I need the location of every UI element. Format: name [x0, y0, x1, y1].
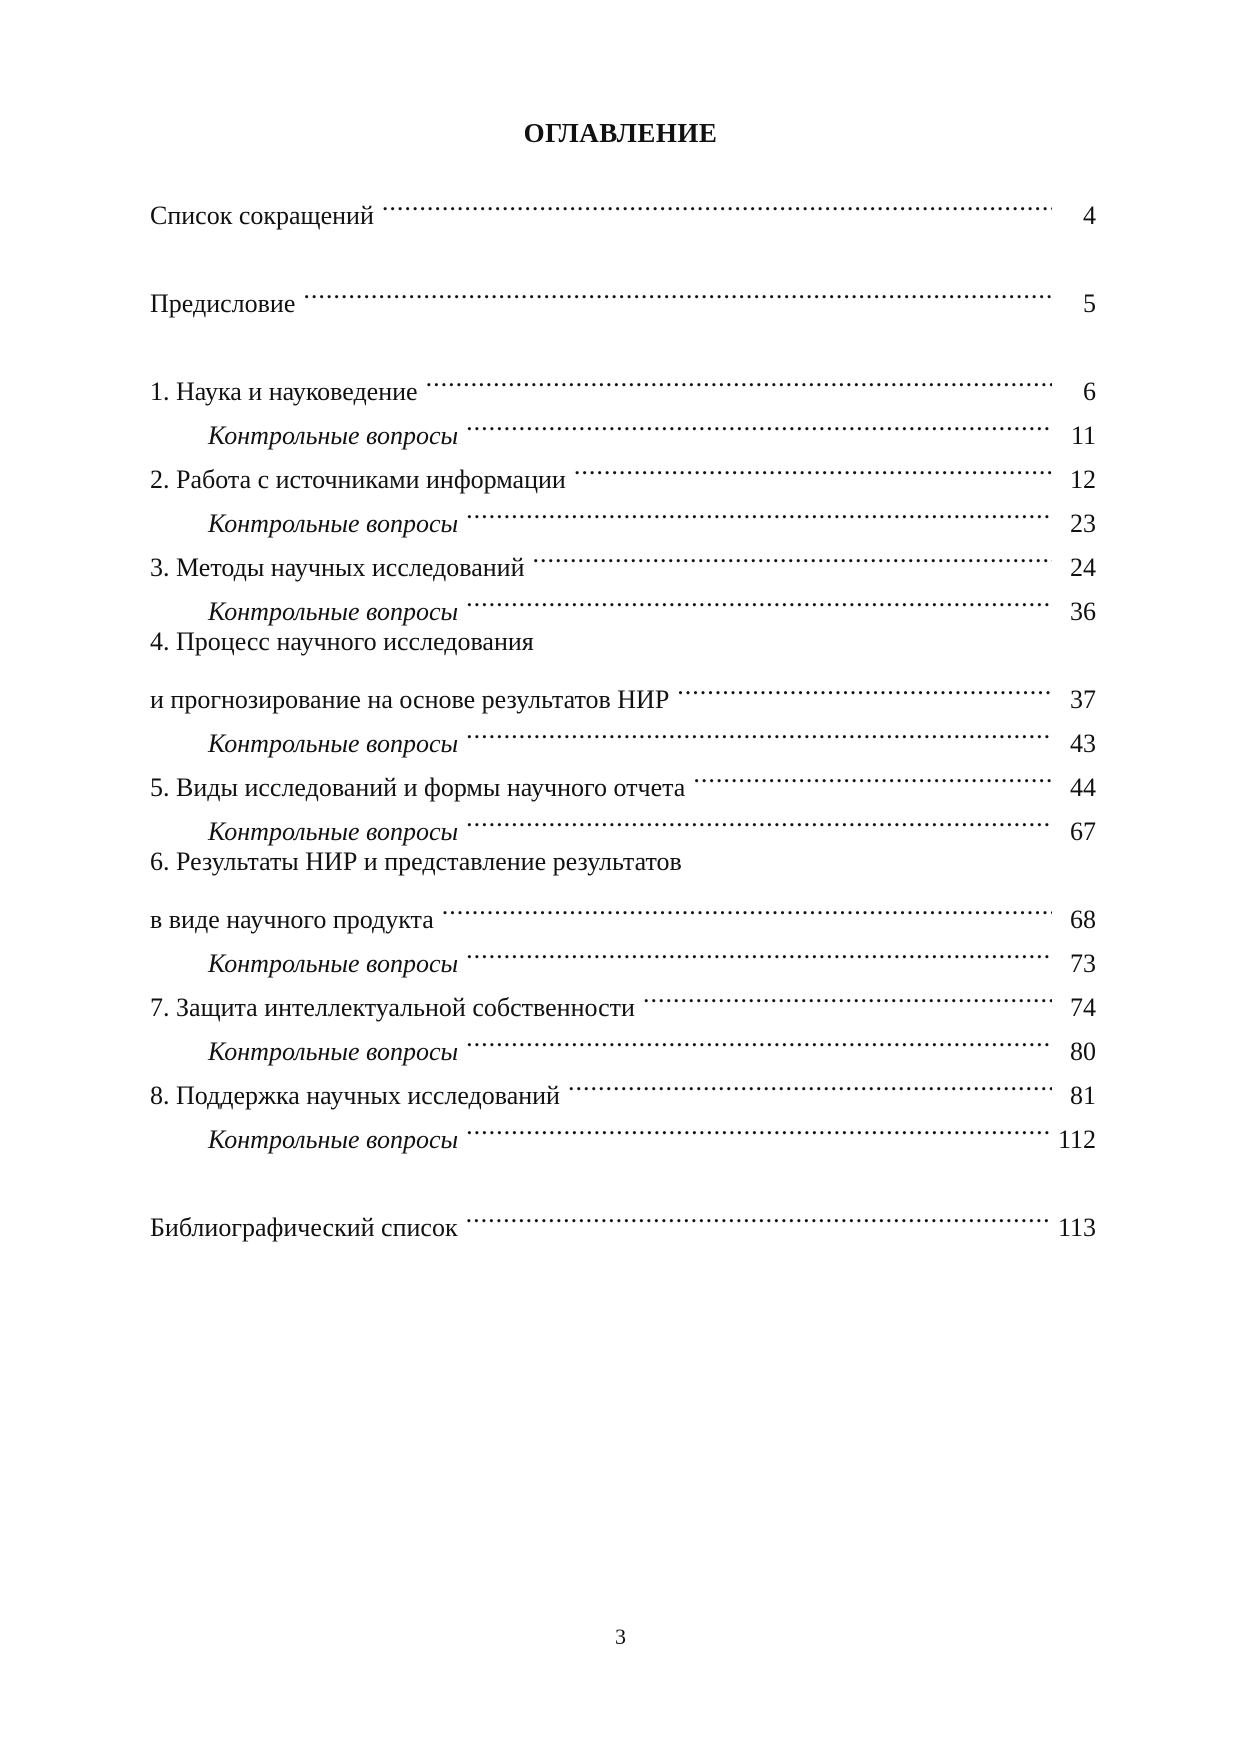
- toc-entry-chapter-1: [150, 356, 1096, 406]
- dot-leader: [466, 488, 1052, 532]
- dot-leader: [466, 1016, 1052, 1060]
- toc-entry-text: 1. Наука и науковедение: [150, 377, 418, 406]
- toc-entry-text: 4. Процесс научного исследования: [150, 627, 534, 656]
- dot-leader: [466, 708, 1052, 752]
- toc-entry-text: Контрольные вопросы: [208, 817, 459, 846]
- toc-entry-chapter-4-line-2: [150, 664, 1096, 714]
- toc-entry-text: 7. Защита интеллектуальной собственности: [150, 993, 635, 1022]
- toc-entry-page: 44: [1070, 773, 1096, 802]
- toc-entry-abbreviations: [150, 180, 1096, 230]
- toc-entry-text: Контрольные вопросы: [208, 1037, 459, 1066]
- toc-entry-text: и прогнозирование на основе результатов НИР: [150, 685, 670, 714]
- dot-leader: [466, 576, 1052, 620]
- toc-entry-page: 23: [1070, 509, 1096, 538]
- toc-entry-text: в виде научного продукта: [150, 905, 434, 934]
- dot-leader: [533, 532, 1053, 576]
- toc-entry-bibliography: [150, 1192, 1096, 1242]
- page-number: 3: [615, 1624, 626, 1649]
- dot-leader: [466, 928, 1052, 972]
- toc-entry-text: Контрольные вопросы: [208, 421, 459, 450]
- dot-leader: [574, 444, 1052, 488]
- toc-entry-text: Контрольные вопросы: [208, 1125, 459, 1154]
- toc-entry-text: Контрольные вопросы: [208, 509, 459, 538]
- toc-entry-page: 113: [1057, 1213, 1096, 1242]
- toc-title: ОГЛАВЛЕНИЕ: [523, 118, 718, 148]
- dot-leader: [693, 752, 1052, 796]
- toc-entry-page: 36: [1070, 597, 1096, 626]
- toc-entry-preface: [150, 268, 1096, 318]
- toc-entry-text: Список сокращений: [150, 201, 374, 230]
- toc-entry-page: 11: [1070, 421, 1096, 450]
- table-of-contents: [150, 180, 1096, 1242]
- toc-entry-page: 5: [1083, 289, 1096, 318]
- toc-entry-page: 67: [1070, 817, 1096, 846]
- toc-entry-text: Контрольные вопросы: [208, 949, 459, 978]
- dot-leader: [643, 972, 1052, 1016]
- toc-entry-chapter-6-line-1: [150, 840, 1096, 884]
- toc-entry-page: 24: [1070, 553, 1096, 582]
- toc-entry-page: 68: [1070, 905, 1096, 934]
- toc-entry-text: Контрольные вопросы: [208, 597, 459, 626]
- toc-entry-page: 43: [1070, 729, 1096, 758]
- dot-leader: [442, 884, 1052, 928]
- toc-entry-text: 6. Результаты НИР и представление результатов: [150, 847, 682, 876]
- toc-entry-text: 2. Работа с источниками информации: [150, 465, 566, 494]
- dot-leader: [382, 180, 1052, 224]
- dot-leader: [466, 400, 1052, 444]
- toc-entry-text: 8. Поддержка научных исследований: [150, 1081, 560, 1110]
- toc-entry-page: 81: [1070, 1081, 1096, 1110]
- dot-leader: [677, 664, 1052, 708]
- toc-entry-text: Контрольные вопросы: [208, 729, 459, 758]
- dot-leader: [426, 356, 1052, 400]
- dot-leader: [466, 1104, 1052, 1148]
- toc-entry-text: Библиографический список: [150, 1213, 458, 1242]
- dot-leader: [466, 1192, 1052, 1236]
- toc-entry-page: 74: [1070, 993, 1096, 1022]
- toc-entry-page: 6: [1083, 377, 1096, 406]
- toc-entry-page: 12: [1070, 465, 1096, 494]
- toc-entry-text: Предисловие: [150, 289, 296, 318]
- toc-entry-text: 3. Методы научных исследований: [150, 553, 525, 582]
- dot-leader: [568, 1060, 1052, 1104]
- dot-leader: [303, 268, 1052, 312]
- toc-entry-page: 112: [1057, 1125, 1096, 1154]
- dot-leader: [466, 796, 1052, 840]
- toc-entry-page: 37: [1070, 685, 1096, 714]
- toc-entry-page: 73: [1070, 949, 1096, 978]
- toc-entry-chapter-6-line-2: [150, 884, 1096, 934]
- toc-entry-page: 4: [1083, 201, 1096, 230]
- toc-entry-page: 80: [1070, 1037, 1096, 1066]
- toc-entry-text: 5. Виды исследований и формы научного отчета: [150, 773, 686, 802]
- toc-entry-chapter-4-line-1: [150, 620, 1096, 664]
